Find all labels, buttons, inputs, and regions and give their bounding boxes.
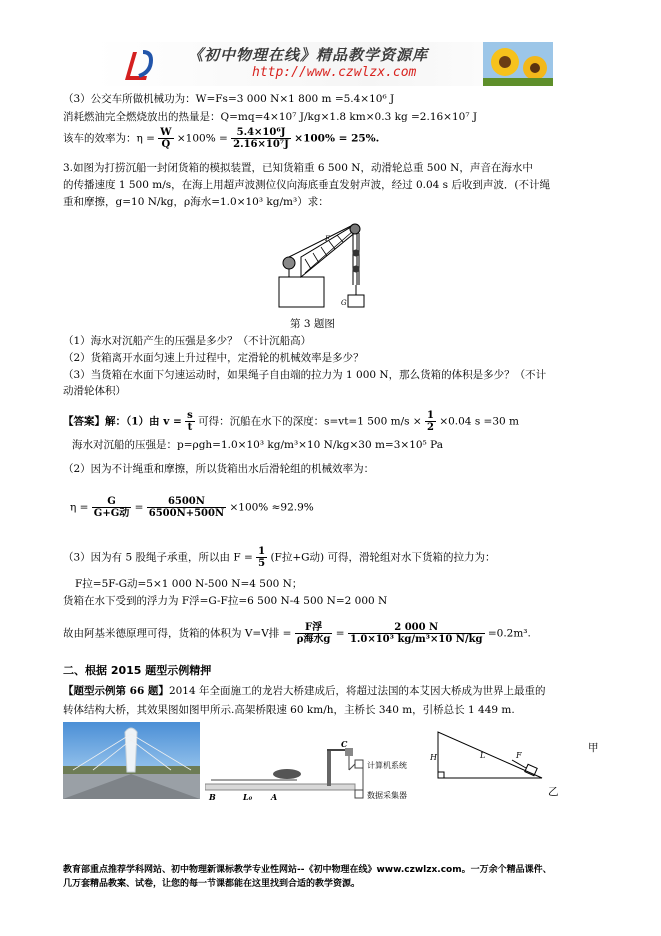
efficiency-line: 该车的效率为：η = $\frac{W}{Q}$ ×100% = $\frac{\text{5.4×10⁶J}}{\text{2.16×10⁷J}}$ ×100% = 25%.	[63, 127, 380, 150]
svg-text:H: H	[430, 753, 437, 762]
answer-buoyancy-line: 货箱在水下受到的浮力为 F浮=G-F拉=6 500 N-4 500 N=2 000 N	[63, 595, 388, 607]
q3-stem-1: 3.如图为打捞沉船一封闭货箱的模拟装置，已知货箱重 6 500 N，动滑轮总重 500 N，声音在海水中	[63, 162, 533, 174]
svg-text:数据采集器: 数据采集器	[367, 791, 407, 800]
site-logo-icon	[117, 46, 157, 84]
svg-text:L₀: L₀	[243, 792, 253, 802]
footer-line-2: 几万套精品教案、试卷，让您的每一节课都能在这里找到合适的教学资源。	[63, 879, 361, 889]
footer-line-1: 教育部重点推荐学科网站、初中物理新课标教学专业性网站--《初中物理在线》www.czwlzx.com。一万余个精品课件、	[63, 865, 552, 875]
q3-sub-3b: 动滑轮体积）	[63, 385, 126, 397]
answer-tension-line: F拉=5F-G动=5×1 000 N-500 N=4 500 N；	[75, 578, 303, 590]
svg-text:L: L	[480, 751, 486, 760]
bridge-photo	[63, 722, 200, 799]
answer-pressure-line: 海水对沉船的压强是：p=ρgh=1.0×10³ kg/m³×10 N/kg×30 m=3×10⁵ Pa	[72, 439, 443, 451]
section-heading: 二、根据 2015 题型示例精押	[63, 664, 212, 677]
answer-volume-line: 故由阿基米德原理可得，货箱的体积为 V=V排 = $\frac{\text{F浮}}{\text{ρ海水g}}$ = $\frac{2 000 N}{\text{1.0×10³ kg/m³×10 N/kg}}$ =0.2m³.	[63, 622, 531, 645]
sunflower-image	[483, 42, 553, 86]
answer-efficiency-formula: η = $\frac{G}{\text{G+G动}}$ = $\frac{6500N}{6500N+500N}$ ×100% ≈92.9%	[70, 496, 314, 519]
svg-text:B: B	[209, 792, 216, 802]
svg-text:C: C	[341, 740, 348, 749]
q3-sub-3a: （3）当货箱在水面下匀速运动时，如果绳子自由端的拉力为 1 000 N，那么货箱的体积是多少？（不计	[63, 369, 547, 381]
svg-text:G: G	[341, 299, 347, 307]
svg-text:A: A	[271, 792, 278, 802]
q3-sub-1: （1）海水对沉船产生的压强是多少？（不计沉船高）	[63, 335, 312, 347]
svg-text:F: F	[516, 751, 522, 760]
svg-text:计算机系统: 计算机系统	[367, 761, 407, 770]
figure-label-jia: 甲	[588, 742, 599, 754]
q3-sub-2: （2）货箱离开水面匀速上升过程中，定滑轮的机械效率是多少？	[63, 352, 364, 364]
example-line-2: 转体结构大桥，其效果图如图甲所示.高架桥限速 60 km/h，主桥长 340 m，引桥总长 1 449 m.	[63, 704, 515, 716]
heat-line: 消耗燃油完全燃烧放出的热量是：Q=mq=4×10⁷ J/kg×1.8 km×0.3 kg =2.16×10⁷ J	[63, 111, 478, 123]
banner-url: http://www.czwlzx.com	[252, 65, 417, 80]
example-line-1: 【题型示例第 66 题】2014 年全面施工的龙岩大桥建成后，将超过法国的本艾因大桥成为世界上最重的	[63, 685, 546, 697]
q3-stem-3: 重和摩擦，g=10 N/kg，ρ海水=1.0×10³ kg/m³）求：	[63, 196, 329, 208]
answer-line-1: 【答案】解：（1）由 v = $\frac{s}{t}$ 可得：沉船在水下的深度：s=vt=1 500 m/s × $\frac{1}{2}$ ×0.04 s =30 m	[63, 410, 520, 433]
incline-figure	[430, 728, 545, 783]
figure-label-yi: 乙	[548, 786, 559, 798]
banner-title: 《初中物理在线》精品教学资源库	[188, 46, 429, 64]
q3-stem-2: 的传播速度 1 500 m/s，在海上用超声波测位仪向海底垂直发射声波，经过 0.04 s 后收到声波．(不计绳	[63, 179, 550, 191]
apparatus-figure	[205, 740, 420, 808]
figure-caption: 第 3 题图	[290, 318, 335, 330]
salvage-crane-figure	[275, 213, 380, 313]
answer-part2-line: （2）因为不计绳重和摩擦，所以货箱出水后滑轮组的机械效率为：	[63, 463, 375, 475]
answer-part3-line: （3）因为有 5 股绳子承重，所以由 F = $\frac{1}{5}$ (F拉+G动) 可得，滑轮组对水下货箱的拉力为：	[63, 546, 496, 569]
work-line: （3）公交车所做机械功为：W=Fs=3 000 N×1 800 m =5.4×10⁶ J	[63, 93, 395, 105]
svg-text:F: F	[325, 235, 330, 243]
